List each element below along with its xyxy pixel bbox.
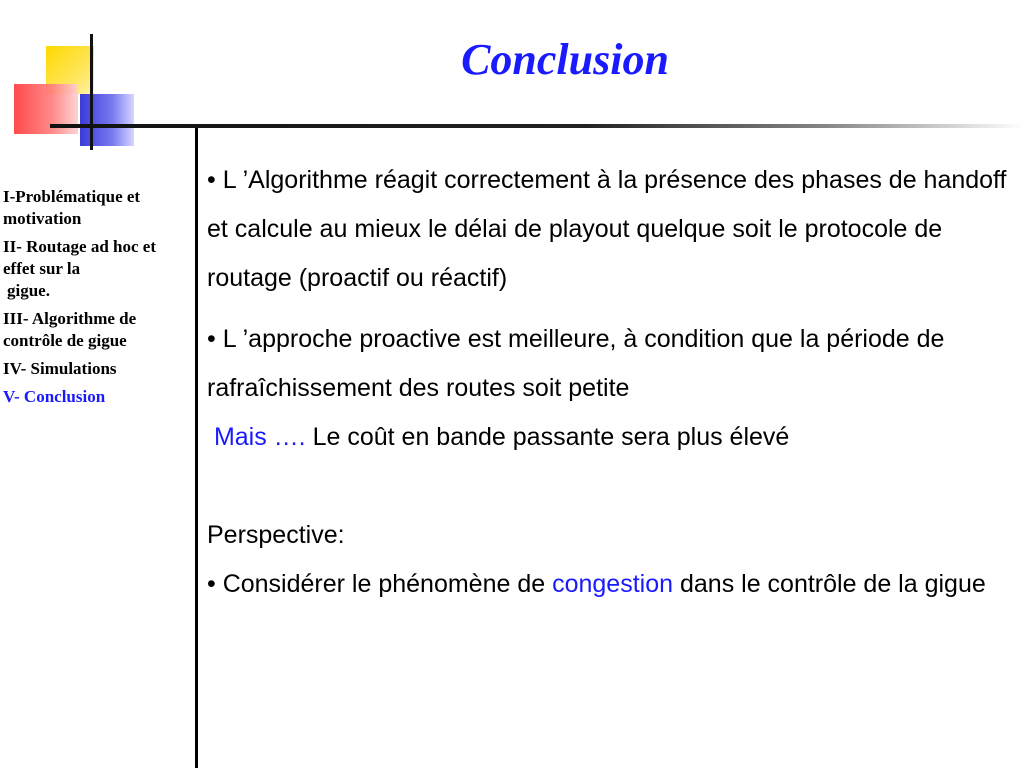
mais-line xyxy=(207,413,1007,462)
bullet-algorithme: • L ’Algorithme réagit correctement à la présence des phases de handoff et calcule au mieux le délai de playout quelque soit le protocole de routage (proactif ou réactif) xyxy=(207,166,1007,292)
sidebar-item-problematique[interactable] xyxy=(3,186,191,230)
sidebar-item-label-continued: gigue. xyxy=(7,281,50,300)
sidebar-item-label: III- Algorithme de contrôle de gigue xyxy=(3,309,137,350)
sidebar-item-label: I-Problématique et motivation xyxy=(3,187,141,228)
mais-highlight: Mais …. xyxy=(213,423,306,451)
sidebar-nav xyxy=(3,186,191,414)
bullet-perspective xyxy=(207,560,1007,609)
logo xyxy=(0,0,200,160)
sidebar-item-algorithme[interactable] xyxy=(3,308,191,352)
sidebar-item-label: II- Routage ad hoc et effet sur la xyxy=(3,237,156,278)
logo-blue-square xyxy=(80,94,134,146)
sidebar-item-conclusion[interactable] xyxy=(3,386,191,408)
logo-vertical-line xyxy=(90,34,93,150)
sidebar-divider xyxy=(195,128,198,768)
congestion-highlight: congestion xyxy=(552,570,674,598)
spacer xyxy=(207,462,1007,511)
sidebar-item-routage[interactable] xyxy=(3,236,191,302)
mais-rest: Le coût en bande passante sera plus élevé xyxy=(305,423,790,451)
bullet-perspective-start: • Considérer le phénomène de xyxy=(207,570,553,598)
sidebar-item-label: V- Conclusion xyxy=(3,387,106,406)
perspective-label: Perspective: xyxy=(207,521,345,549)
slide-body xyxy=(207,156,1007,609)
bullet-approche: • L ’approche proactive est meilleure, à condition que la période de rafraîchissement des routes soit petite xyxy=(207,325,945,402)
bullet-perspective-end: dans le contrôle de la gigue xyxy=(673,570,986,598)
sidebar-item-label: IV- Simulations xyxy=(3,359,117,378)
slide-title: Conclusion xyxy=(461,35,669,84)
sidebar-item-simulations[interactable] xyxy=(3,358,191,380)
